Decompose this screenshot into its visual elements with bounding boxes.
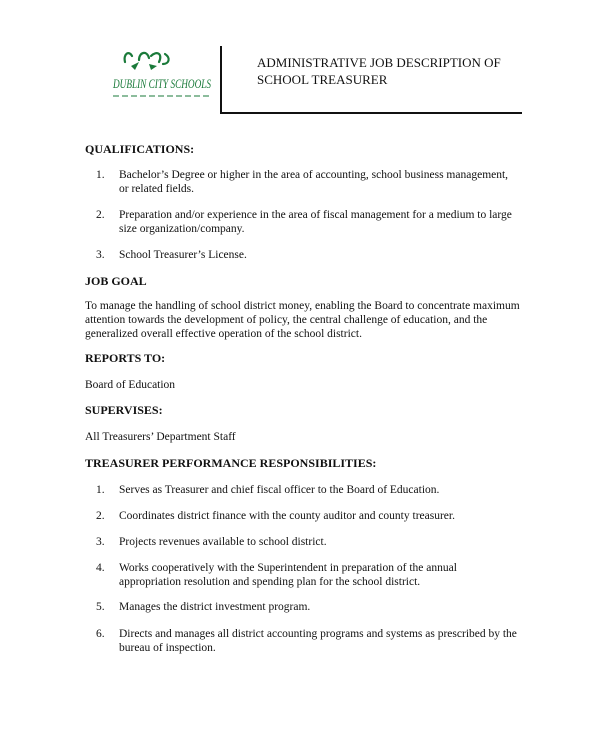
item-number: 1. xyxy=(96,169,105,181)
qualifications-heading: QUALIFICATIONS: xyxy=(85,142,195,156)
supervises-heading: SUPERVISES: xyxy=(85,403,163,417)
header-horizontal-rule xyxy=(220,112,522,114)
reports-to-heading: REPORTS TO: xyxy=(85,351,166,365)
item-number: 1. xyxy=(96,484,105,496)
title-line-1: ADMINISTRATIVE JOB DESCRIPTION OF xyxy=(257,55,501,70)
item-text: Manages the district investment program. xyxy=(119,601,311,613)
item-text: Projects revenues available to school district. xyxy=(119,536,327,548)
responsibilities-heading: TREASURER PERFORMANCE RESPONSIBILITIES: xyxy=(85,456,377,470)
title-line-2: SCHOOL TREASURER xyxy=(257,72,388,87)
item-number: 4. xyxy=(96,562,105,574)
reports-to-text: Board of Education xyxy=(85,379,176,391)
item-text: Works cooperatively with the Superintendent in preparation of the annual appropriation resolution and spending plan for the school district. xyxy=(119,562,457,588)
logo-text: DUBLIN CITY SCHOOLS xyxy=(112,76,212,91)
job-goal-heading: JOB GOAL xyxy=(85,274,147,288)
item-text: Directs and manages all district accounting programs and systems as prescribed by the bureau of inspection. xyxy=(119,628,517,654)
item-text: Preparation and/or experience in the area of fiscal management for a medium to large size organization/company. xyxy=(119,209,512,235)
item-number: 3. xyxy=(96,536,105,548)
item-number: 6. xyxy=(96,628,105,640)
item-number: 3. xyxy=(96,249,105,261)
supervises-text: All Treasurers’ Department Staff xyxy=(85,431,236,443)
item-text: Coordinates district finance with the county auditor and county treasurer. xyxy=(119,510,455,522)
item-text: School Treasurer’s License. xyxy=(119,249,247,261)
item-number: 2. xyxy=(96,510,105,522)
page-title xyxy=(257,54,532,88)
header-vertical-rule xyxy=(220,46,222,114)
item-text: Bachelor’s Degree or higher in the area of accounting, school business management, or related fields. xyxy=(119,169,509,195)
dublin-city-schools-logo xyxy=(105,48,220,110)
item-text: Serves as Treasurer and chief fiscal officer to the Board of Education. xyxy=(119,484,440,496)
item-number: 5. xyxy=(96,601,105,613)
job-goal-text: To manage the handling of school district money, enabling the Board to concentrate maximum attention towards the development of policy, the central challenge of education, and the generalized overall effective operation of the school district. xyxy=(85,300,520,340)
item-number: 2. xyxy=(96,209,105,221)
